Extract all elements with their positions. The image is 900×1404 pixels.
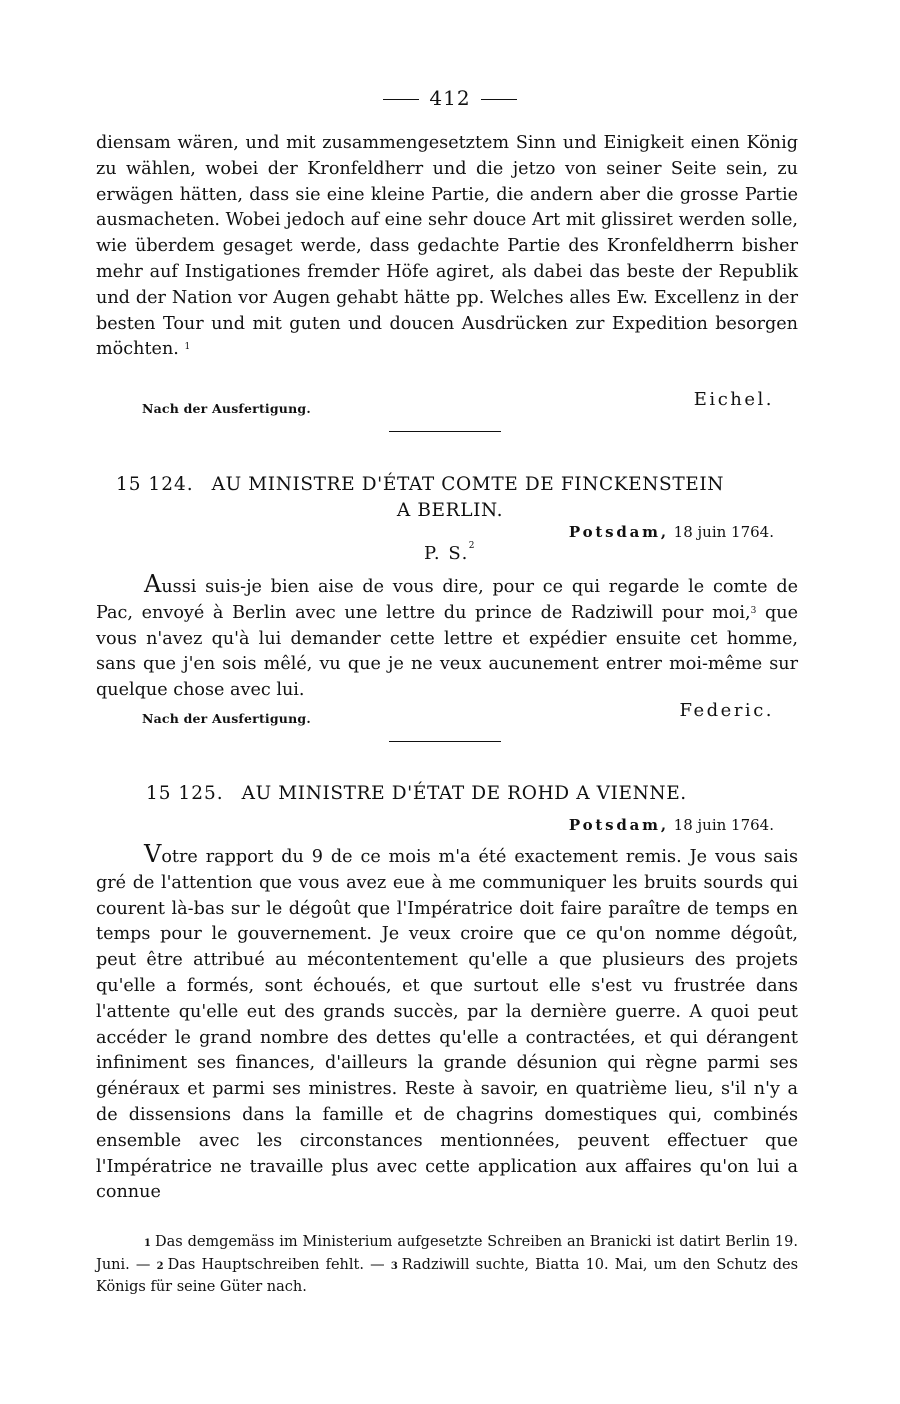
letter-body-15125 — [96, 842, 798, 1206]
place-date-15124 — [569, 523, 774, 541]
ps-label-text: P. S. — [423, 543, 469, 564]
place-15124: Potsdam, — [568, 523, 669, 541]
section-divider-1 — [389, 431, 501, 432]
footnotes — [96, 1232, 798, 1298]
footnote-ref-3: 3 — [750, 605, 757, 616]
source-note-1: Nach der Ausfertigung. — [142, 401, 311, 416]
footnote-2-text: Das Hauptschreiben fehlt. — — [167, 1256, 385, 1273]
footnote-3-number: 3 — [390, 1260, 398, 1272]
place-date-15125 — [569, 816, 774, 834]
footnote-ref-2: 2 — [468, 541, 477, 551]
footnote-1-text: Das demgemäss im Ministerium aufgesetzte Schreiben an Branicki ist datirt Berlin 19. Juni. — — [96, 1234, 798, 1273]
signature-eichel: Eichel. — [693, 389, 774, 410]
footnote-3-text: Radziwill suchte, Biatta 10. Mai, um den Schutz des Königs für seine Güter nach. — [96, 1256, 799, 1295]
footnote-1-number: 1 — [144, 1238, 151, 1249]
date-15124: 18 juin 1764. — [673, 523, 774, 541]
section-divider-2 — [389, 741, 501, 742]
header-dash-left — [383, 99, 419, 100]
letter-title-15124-line2: A BERLIN. — [396, 500, 504, 521]
header-dash-right — [481, 99, 517, 100]
letter-text-15124-part2: que vous n'avez qu'à lui demander cette lettre et expédier ensuite cet homme, sans que j'en sois mêlé, vu que je ne veux aucunement entrer moi-même sur quelque chose avec lui. — [96, 602, 799, 701]
footnote-2 — [157, 1257, 385, 1273]
letter-text-15125: otre rapport du 9 de ce mois m'a été exactement remis. Je vous sais gré de l'attention que vous avez eue à me communiquer les bruits sourds qui courent là-bas sur le dégoût que l'Impératrice doit faire paraître de temps en temps pour le gouvernement. Je veux croire que ce qu'on nomme dégoût, peut être attribué au mécontentement qu'elle a que plusieurs des projets qu'elle a formés, sont échoués, et que surtout elle s'est vu frustrée dans l'attente qu'elle eut des grands succès, par la dernière guerre. A quoi peut accéder le grand nombre des dettes qu'elle a contractées, et qui dérangent infiniment ses finances, d'ailleurs la grande désunion qui règne parmi ses généraux et parmi ses ministres. Reste à savoir, en quatrième lieu, s'il n'y a de dissensions dans la famille et de chagrins domestiques qui, combinés ensemble avec les circonstances mentionnées, peuvent effectuer que l'Impératrice ne travaille plus avec cette application aux affaires qu'on lui a connue — [96, 847, 798, 1203]
footnote-ref-1: 1 — [184, 342, 191, 353]
postscript-label — [0, 543, 900, 564]
dropcap-15125: V — [144, 840, 162, 868]
page-number: 412 — [429, 86, 471, 110]
signature-federic: Federic. — [679, 700, 774, 721]
source-note-2: Nach der Ausfertigung. — [142, 711, 311, 726]
footnote-2-number: 2 — [156, 1260, 164, 1272]
date-15125: 18 juin 1764. — [673, 816, 774, 834]
letter-heading-15125 — [146, 783, 826, 804]
continuation-text: diensam wären, und mit zusammengesetztem Sinn und Einigkeit einen König zu wählen, wobei der Kronfeldherr und die jetzo von seiner Seite sein, zu erwägen hätten, dass sie eine kleine Partie, die andern aber die grosse Partie ausmacheten. Wobei jedoch auf eine sehr douce Art mit glissiret werden solle, wie überdem gesaget werde, dass gedachte Partie des Kronfeldherrn bisher mehr auf Instigationes fremder Höfe agiret, als dabei das beste der Republik und der Nation vor Augen gehabt hätte pp. Welches alles Ew. Excellenz in der besten Tour und mit guten und doucen Ausdrücken zur Expedition besorgen möchten. — [96, 133, 798, 360]
letter-text-15124-part1: ussi suis-je bien aise de vous dire, pour ce qui regarde le comte de Pac, envoyé à Berlin avec une lettre du prince de Radziwill pour moi, — [96, 577, 798, 623]
page-header — [0, 86, 900, 110]
letter-number-15125: 15 125. — [146, 783, 224, 804]
dropcap-15124: A — [144, 570, 162, 598]
letter-title-15124: AU MINISTRE D'ÉTAT COMTE DE FINCKENSTEIN — [211, 474, 725, 495]
letter-body-15124 — [96, 572, 798, 704]
continuation-paragraph — [96, 131, 798, 363]
letter-title-15125: AU MINISTRE D'ÉTAT DE ROHD A VIENNE. — [241, 783, 687, 804]
letter-heading-15124 — [116, 474, 796, 495]
place-15125: Potsdam, — [568, 816, 669, 834]
letter-number-15124: 15 124. — [116, 474, 194, 495]
